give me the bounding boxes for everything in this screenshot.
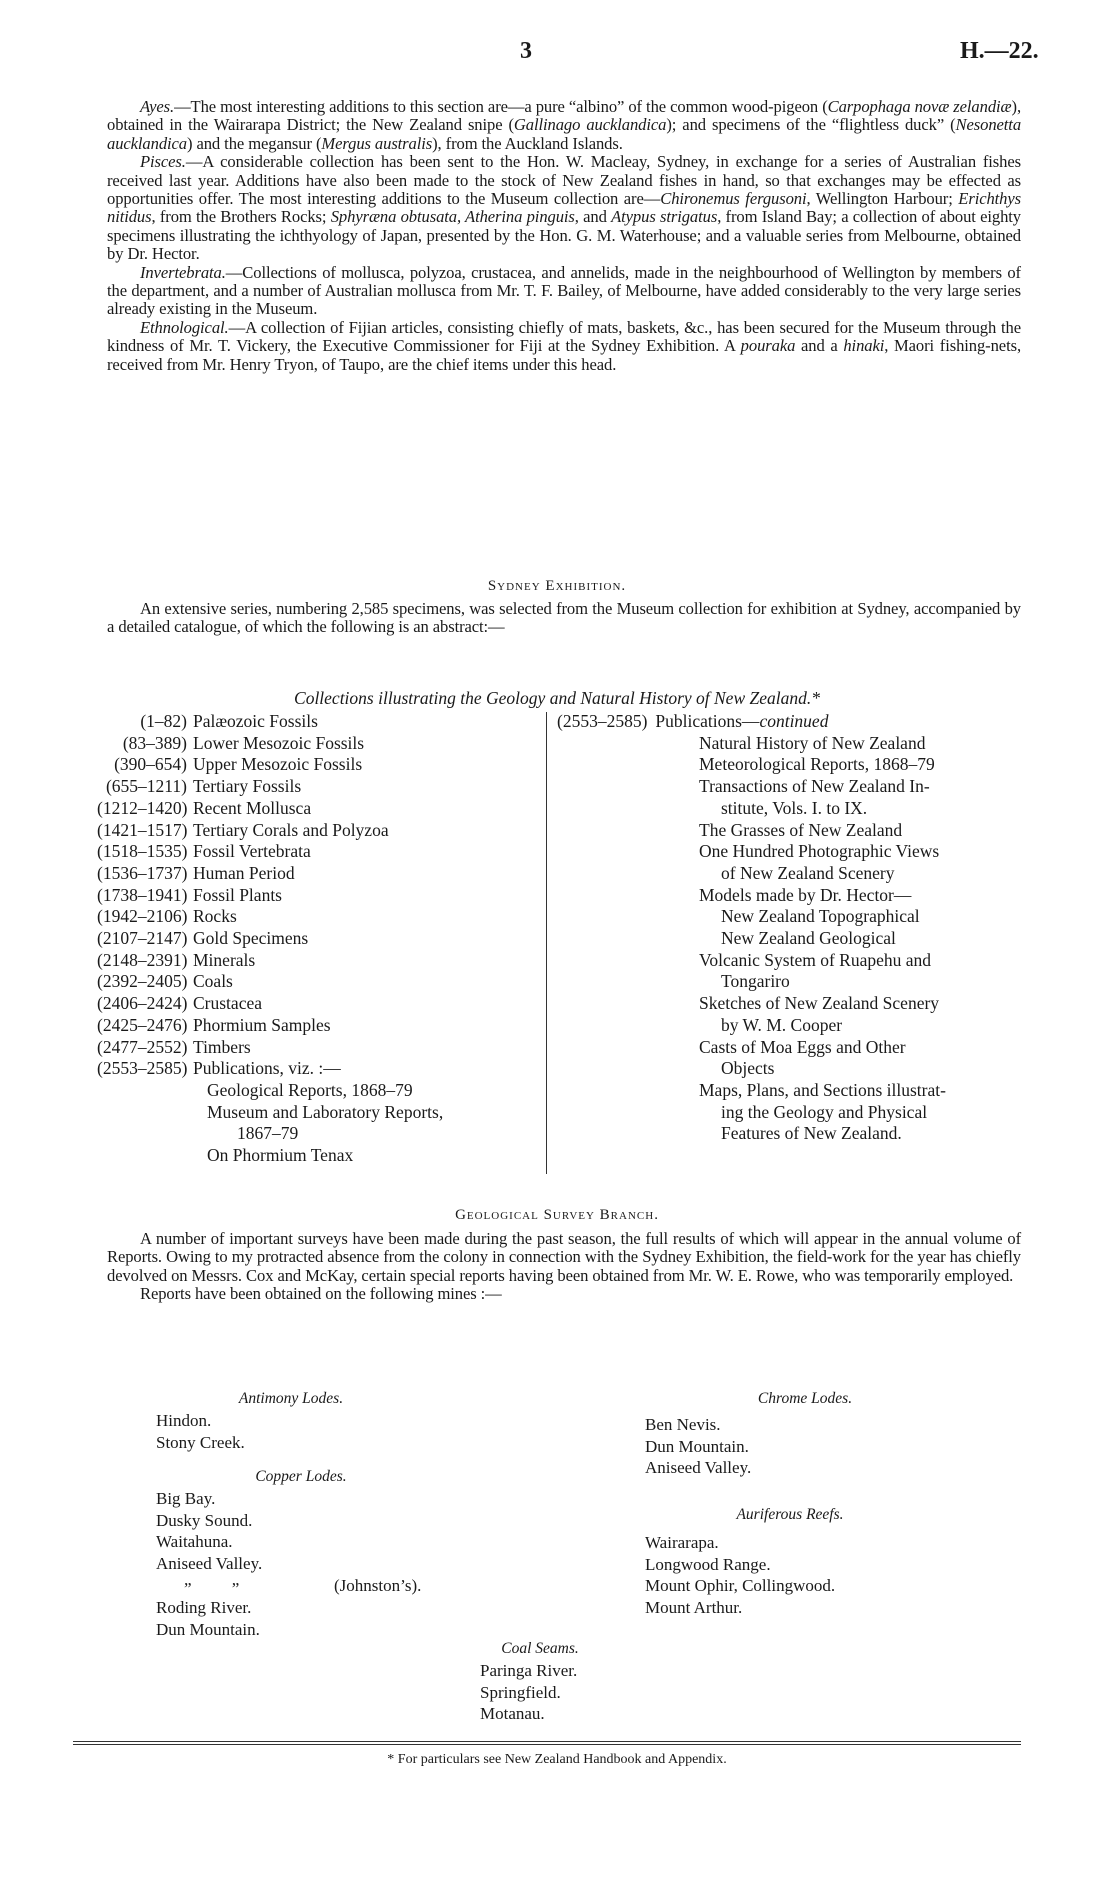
museum-paragraph <box>107 319 1021 374</box>
paragraph-text: —Collections of mollusca, polyzoa, crustacea, and annelids, made in the neighbourhood of Wellington by members of the department, and a number of Australian mollusca from Mr. T. F. Bailey, of Melbourne, have added considerably to the very large series already existing in the Museum. <box>107 262 1021 319</box>
mine-item: Dun Mountain. <box>645 1436 749 1456</box>
paragraph-text: , and <box>574 207 612 227</box>
paragraph-text: , from Island Bay; a collection of about eighty specimens illustrating the ichthyology of Japan, presented by the Hon. G. M. Waterhouse; and a valuable series from Melbourne, obtained by Dr. Hector. <box>107 207 1021 264</box>
species-name: Carpophaga novæ zelandiæ <box>827 97 1012 116</box>
specimen-range: (2425–2476) <box>97 1014 188 1035</box>
specimen-range: (83–389) <box>122 732 187 753</box>
species-name: hinaki <box>843 336 885 356</box>
page-number: 3 <box>520 38 532 64</box>
paragraph-text: , Wellington Harbour; <box>806 189 959 209</box>
coal-heading: Coal Seams. <box>501 1640 579 1657</box>
mine-item: Paringa River. <box>480 1660 578 1680</box>
collection-label: Timbers <box>193 1036 251 1057</box>
collection-label: Tertiary Corals and Polyzoa <box>193 819 389 840</box>
list-item <box>97 798 443 820</box>
mine-item: Ben Nevis. <box>645 1414 721 1434</box>
paragraph-lead: Pisces. <box>140 152 186 172</box>
collection-label: Publications, viz. :— <box>193 1058 341 1079</box>
specimen-range: (390–654) <box>114 754 187 775</box>
ditto-marks: „ „ <box>184 1569 258 1589</box>
label-continued: continued <box>759 711 829 731</box>
antimony-heading: Antimony Lodes. <box>238 1390 344 1407</box>
publication-item: One Hundred Photographic Views <box>699 841 940 862</box>
collection-label: Phormium Samples <box>193 1014 331 1035</box>
label: Publications— <box>655 711 760 731</box>
species-name: Atypus strigatus <box>611 207 718 227</box>
museum-additions-section <box>107 98 1021 374</box>
publication-item: Meteorological Reports, 1868–79 <box>699 754 935 775</box>
list-item <box>557 711 946 733</box>
mine-item: Springfield. <box>480 1682 561 1702</box>
list-item <box>97 841 443 863</box>
copper-heading: Copper Lodes. <box>255 1468 347 1485</box>
specimen-range: (1421–1517) <box>97 819 188 840</box>
footnote-rule <box>73 1741 1021 1745</box>
publication-item: by W. M. Cooper <box>721 1014 843 1035</box>
museum-paragraph <box>107 98 1021 153</box>
list-item <box>97 863 443 885</box>
collection-label: Human Period <box>193 862 295 883</box>
list-item <box>97 971 443 993</box>
publication-item: Tongariro <box>721 971 790 992</box>
list-item <box>97 906 443 928</box>
species-name: pouraka <box>740 336 796 356</box>
publication-item: stitute, Vols. I. to IX. <box>721 797 868 818</box>
list-item <box>97 754 443 776</box>
range: (2553–2585) <box>557 711 648 731</box>
sydney-intro <box>107 600 1021 637</box>
list-item <box>97 885 443 907</box>
geological-para-1: A number of important surveys have been made during the past season, the full results of which will appear in the annual volume of Reports. Owing to my protracted absence from the colony in connection with the Sydney Exhibition, the field-work for the year has chiefly devolved on Messrs. Cox and McKay, certain special reports having been obtained from Mr. W. E. Rowe, who was temporarily employed. <box>107 1229 1021 1285</box>
collection-label: Coals <box>193 971 233 992</box>
publication-item: On Phormium Tenax <box>207 1145 354 1166</box>
collection-label: Tertiary Fossils <box>193 776 302 797</box>
species-name: Chironemus fergusoni <box>660 189 807 209</box>
mine-item: Roding River. <box>156 1597 252 1617</box>
specimen-range: (1–82) <box>140 711 187 731</box>
sydney-intro-text: An extensive series, numbering 2,585 specimens, was selected from the Museum collection for exhibition at Sydney, accompanied by a detailed catalogue, of which the following is an abstract:— <box>107 599 1021 637</box>
collection-title: Collections illustrating the Geology and Natural History of New Zealand.* <box>294 688 820 708</box>
publication-item: Features of New Zealand. <box>721 1123 902 1144</box>
publication-item: Maps, Plans, and Sections illustrat- <box>699 1079 946 1100</box>
collection-list-left <box>97 711 443 1167</box>
document-reference: H.—22. <box>960 38 1039 64</box>
collection-label: Minerals <box>193 949 256 970</box>
paragraph-text: —A collection of Fijian articles, consisting chiefly of mats, baskets, &c., has been secured for the Museum through the kindness of Mr. T. Vickery, the Executive Commissioner for Fiji at the Sydney Exhibition. A <box>107 317 1021 356</box>
collection-label: Crustacea <box>193 993 262 1014</box>
specimen-range: (2392–2405) <box>97 971 188 992</box>
paragraph-text: —A considerable collection has been sent to the Hon. W. Macleay, Sydney, in exchange for a series of Australian fishes received last year. Additions have also been made to the stock of New Zealand fishes in hand, so that exchanges may be effected as opportunities offer. The most interesting additions to the Museum collection are— <box>107 152 1021 209</box>
ditto-note: (Johnston’s). <box>334 1575 422 1595</box>
publication-item: 1867–79 <box>237 1123 299 1144</box>
publication-item: Sketches of New Zealand Scenery <box>699 993 940 1014</box>
coal-seams <box>480 1638 600 1725</box>
collection-label: Upper Mesozoic Fossils <box>193 754 363 775</box>
publication-item: Museum and Laboratory Reports, <box>207 1101 444 1122</box>
list-item <box>97 950 443 972</box>
collection-label: Gold Specimens <box>193 928 309 949</box>
paragraph-text: ), from the Auckland Islands. <box>432 133 623 153</box>
species-name: Mergus australis <box>321 133 433 153</box>
publication-item: Objects <box>721 1058 775 1079</box>
mine-item: Waitahuna. <box>156 1532 233 1552</box>
mine-item: Hindon. <box>156 1410 212 1430</box>
publication-item: Models made by Dr. Hector— <box>699 884 912 905</box>
species-name: Gallinago aucklandica <box>513 115 667 135</box>
collection-label: Rocks <box>193 906 237 927</box>
publication-item: Geological Reports, 1868–79 <box>207 1079 413 1100</box>
auriferous-heading: Auriferous Reefs. <box>736 1506 844 1523</box>
publication-item: Volcanic System of Ruapehu and <box>699 949 931 970</box>
geological-para-2: Reports have been obtained on the following mines :— <box>140 1284 502 1304</box>
list-item <box>97 711 443 733</box>
paragraph-lead: Invertebrata. <box>140 262 226 282</box>
paragraph-text: , Maori fishing-nets, received from Mr. Henry Tryon, of Taupo, are the chief items under this head. <box>107 336 1021 374</box>
specimen-range: (1738–1941) <box>97 884 188 905</box>
list-item <box>97 776 443 798</box>
paragraph-lead: Ethnological. <box>140 317 229 337</box>
publication-item: Casts of Moa Eggs and Other <box>699 1036 906 1057</box>
antimony-lodes <box>156 1388 426 1453</box>
paragraph-text: ), obtained in the Wairarapa District; the New Zealand snipe ( <box>107 97 1021 135</box>
collection-label: Palæozoic Fossils <box>193 711 318 731</box>
column-divider <box>546 712 547 1174</box>
paragraph-text: ) and the megansur ( <box>187 133 322 153</box>
list-item <box>97 1058 443 1080</box>
mine-item: Dun Mountain. <box>156 1619 260 1639</box>
publication-item: New Zealand Topographical <box>721 906 920 927</box>
publication-item: of New Zealand Scenery <box>721 862 895 883</box>
list-item <box>97 993 443 1015</box>
species-name: Erichthys nitidus <box>107 189 1021 227</box>
paragraph-text: and a <box>795 336 844 356</box>
paragraph-text: , from the Brothers Rocks; <box>151 207 331 227</box>
specimen-range: (2406–2424) <box>97 993 188 1014</box>
collection-list-right <box>557 711 946 1145</box>
auriferous-reefs <box>645 1504 935 1619</box>
chrome-heading: Chrome Lodes. <box>757 1390 853 1407</box>
list-item <box>97 928 443 950</box>
publication-item: Natural History of New Zealand <box>699 732 926 753</box>
mine-item: Mount Arthur. <box>645 1598 743 1618</box>
species-name: Sphyræna obtusata, Atherina pinguis <box>330 207 575 227</box>
specimen-range: (2477–2552) <box>97 1036 188 1057</box>
paragraph-lead: Ayes. <box>140 97 175 116</box>
sydney-exhibition-heading: Sydney Exhibition. <box>487 578 627 594</box>
collection-label: Fossil Vertebrata <box>193 841 311 862</box>
specimen-range: (2148–2391) <box>97 949 188 970</box>
publication-item: ing the Geology and Physical <box>721 1101 928 1122</box>
geological-survey-text <box>107 1230 1021 1304</box>
paragraph-text: ); and specimens of the “flightless duck” ( <box>666 115 956 135</box>
publication-item: The Grasses of New Zealand <box>699 819 903 840</box>
footnote: * For particulars see New Zealand Handbook and Appendix. <box>387 1752 727 1767</box>
mine-item: Aniseed Valley. <box>156 1554 263 1574</box>
collection-label: Recent Mollusca <box>193 797 312 818</box>
publication-item: Transactions of New Zealand In- <box>699 776 930 797</box>
list-item <box>97 820 443 842</box>
specimen-range: (1942–2106) <box>97 906 188 927</box>
specimen-range: (2553–2585) <box>97 1058 188 1079</box>
mine-item: Wairarapa. <box>645 1532 719 1552</box>
mine-item: Dusky Sound. <box>156 1510 253 1530</box>
paragraph-text: —The most interesting additions to this section are—a pure “albino” of the common wood-pigeon ( <box>174 97 828 116</box>
museum-paragraph <box>107 264 1021 319</box>
list-item <box>97 733 443 755</box>
specimen-range: (2107–2147) <box>97 928 188 949</box>
specimen-range: (1518–1535) <box>97 841 188 862</box>
specimen-range: (1536–1737) <box>97 862 188 883</box>
mine-item: Stony Creek. <box>156 1432 245 1452</box>
collection-label: Lower Mesozoic Fossils <box>193 732 365 753</box>
mine-item <box>156 1569 446 1597</box>
specimen-range: (655–1211) <box>105 776 187 797</box>
publication-item: New Zealand Geological <box>721 928 896 949</box>
mine-item: Motanau. <box>480 1704 545 1724</box>
species-name: Nesonetta aucklandica <box>107 115 1022 153</box>
mine-item: Mount Ophir, Collingwood. <box>645 1576 836 1596</box>
list-item <box>97 1015 443 1037</box>
copper-lodes <box>156 1466 446 1640</box>
mine-item: Big Bay. <box>156 1488 216 1508</box>
list-item <box>97 1037 443 1059</box>
museum-paragraph <box>107 153 1021 263</box>
mine-item: Aniseed Valley. <box>645 1458 752 1478</box>
chrome-lodes <box>645 1388 965 1479</box>
collection-label: Fossil Plants <box>193 884 282 905</box>
specimen-range: (1212–1420) <box>97 797 188 818</box>
geological-survey-heading: Geological Survey Branch. <box>455 1207 659 1223</box>
mine-item: Longwood Range. <box>645 1554 771 1574</box>
